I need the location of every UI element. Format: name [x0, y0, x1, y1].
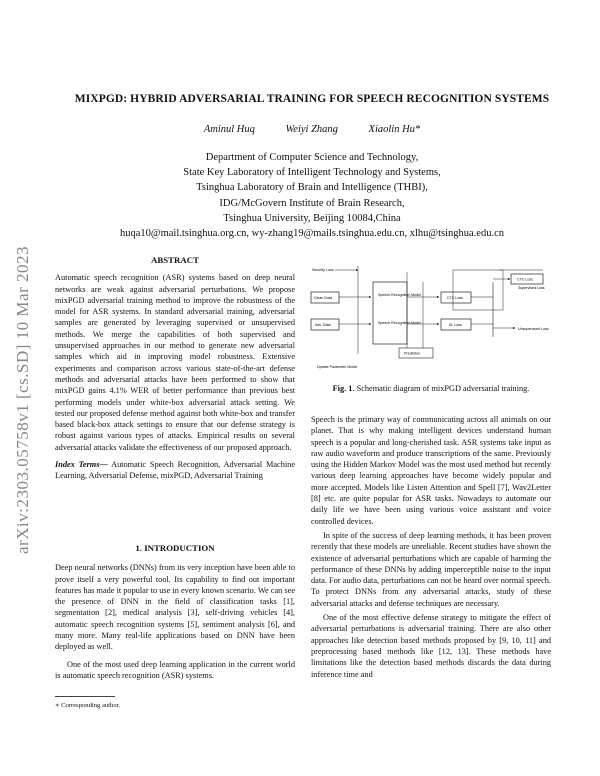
- abstract-section: [55, 255, 295, 482]
- figure-caption-label: Fig. 1: [332, 384, 353, 393]
- index-terms-label: Index Terms—: [55, 460, 108, 470]
- right-column-text: [311, 414, 551, 680]
- body-paragraph: In spite of the success of deep learning methods, it has been proven recently that these models are unreliable. Recent studies have shown the existence of adversarial perturbations which are capable of harming the performance of these DNNs by adding imperceptible noise to the input data. For audio data, perturbations can not be heard over normal speech. To protect DNNs from any adversarial attacks, study of these adversarial attacks and defense techniques are necessary.: [311, 530, 551, 608]
- intro-heading: 1. INTRODUCTION: [135, 543, 215, 553]
- affiliation-line: Tsinghua Laboratory of Brain and Intelligence (THBI),: [196, 182, 428, 194]
- ctc-loss-right-label: CTC Loss: [517, 277, 533, 282]
- index-terms: [55, 459, 295, 482]
- author: Weiyi Zhang: [285, 124, 338, 135]
- author: Aminul Huq: [203, 124, 255, 135]
- adv-data-label: Adv. Data: [315, 323, 331, 327]
- author-list: [40, 124, 584, 135]
- paper-title: MIXPGD: HYBRID ADVERSARIAL TRAINING FOR SPEECH RECOGNITION SYSTEMS: [74, 93, 550, 105]
- schematic-figure: [303, 262, 555, 374]
- footnote-rule: [55, 696, 115, 697]
- model-label-bottom: Speech Recognition Model: [378, 321, 421, 325]
- footnote: ∗ Corresponding author.: [55, 702, 121, 709]
- introduction-section: [55, 543, 295, 681]
- index-terms-text: Automatic Speech Recognition, Adversarial Machine Learning, Adversarial Defense, mixPGD, Adversarial Training: [55, 460, 296, 481]
- body-paragraph: One of the most effective defense strategy to mitigate the effect of adversarial perturbations is adversarial training. There are also other approaches like detection based methods proposed by [9, 10, 11] and preprocessing based methods like [12, 13]. These methods have limitations like the detection based methods discards the data during inference time and: [311, 613, 551, 679]
- model-label-top: Speech Recognition Model: [378, 293, 421, 297]
- supervised-loss-label: Supervised Loss: [518, 286, 545, 290]
- intro-paragraph: Deep neural networks (DNNs) from its very inception have been able to prove itself a very powerful tool. Its capability to find out important features has made it popular to use in every known scenario. We can see the presence of DNN in the field of classification tasks [1], segmentation [2], medical analysis [3], self-driving vehicles [4], automatic speech recognition systems [5], sentiment analysis [6], and many more. Many real-life applications based on DNN have been deployed as well.: [55, 563, 295, 652]
- loss-frame: [453, 270, 503, 310]
- affiliation-line: State Key Laboratory of Intelligent Technology and Systems,: [183, 167, 441, 179]
- affiliation-line: Department of Computer Science and Technology,: [205, 152, 419, 163]
- affiliation-line: Tsinghua University, Beijing 10084,China: [223, 212, 401, 224]
- author: Xiaolin Hu*: [368, 124, 421, 135]
- security-loss-label: Security Loss: [312, 268, 334, 272]
- prediction-label: Prediction: [404, 351, 420, 356]
- figure-caption-text: . Schematic diagram of mixPGD adversarial training.: [352, 384, 530, 393]
- body-paragraph: Speech is the primary way of communicating across all animals on our planet. That is why making intelligent devices understand human speech is a popular and long-cherished task. ASR systems take input as raw audio waveform and produce transcriptions of the same. Previously using the Hidden Markov Model was the most used method but recently various deep learning approaches have become widely popular and more accepted. Models like Listen Attention and Spell [7], Wav2Letter [8] etc. are quite popular for ASR tasks. Nowadays to automate our daily life we have been using various voice assistant and voice controlled devices.: [311, 415, 551, 526]
- affiliation-line: IDG/McGovern Institute of Brain Research,: [219, 197, 405, 209]
- update-label: Update Parameter Model: [317, 365, 358, 369]
- figure-caption: [311, 384, 551, 393]
- model-box: [373, 282, 407, 344]
- arxiv-stamp: arXiv:2303.05758v1 [cs.SD] 10 Mar 2023: [13, 246, 32, 554]
- abstract-heading: ABSTRACT: [151, 255, 199, 265]
- email-line: huqa10@mail.tsinghua.org.cn, wy-zhang19@mails.tsinghua.edu.cn, xlhu@tsinghua.edu.cn: [120, 228, 504, 240]
- abstract-text: Automatic speech recognition (ASR) systems based on deep neural networks are weak against adversarial perturbations. We propose mixPGD adversarial training method to improve the robustness of the model for ASR systems. In standard adversarial training, adversarial samples are generated by leveraging supervised or unsupervised methods. We merge the capabilities of both supervised and unsupervised approaches in our method to generate new adversarial samples which aid in improving model robustness. Extensive experiments and comparison across various state-of-the-art defense methods and adversarial attacks have been performed to show that mixPGD gains 4.1% WER of better performance than previous best performing models under white-box adversarial attack setting. We tested our proposed defense method against both white-box and transfer based black-box attack settings to ensure that our defense strategy is robust against various types of attacks. Empirical results on several adversarial attacks validate the effectiveness of our proposed approach.: [55, 273, 295, 452]
- unsupervised-loss-label: Unsupervised Loss: [518, 327, 549, 331]
- ctc-loss-label: CTC Loss: [447, 296, 463, 300]
- kl-loss-label: KL Loss: [449, 323, 462, 327]
- intro-paragraph: One of the most used deep learning application in the current world is automatic speech recognition (ASR) systems.: [55, 659, 295, 680]
- affiliation-block: [40, 150, 584, 241]
- clean-data-label: Clean Data: [314, 296, 332, 300]
